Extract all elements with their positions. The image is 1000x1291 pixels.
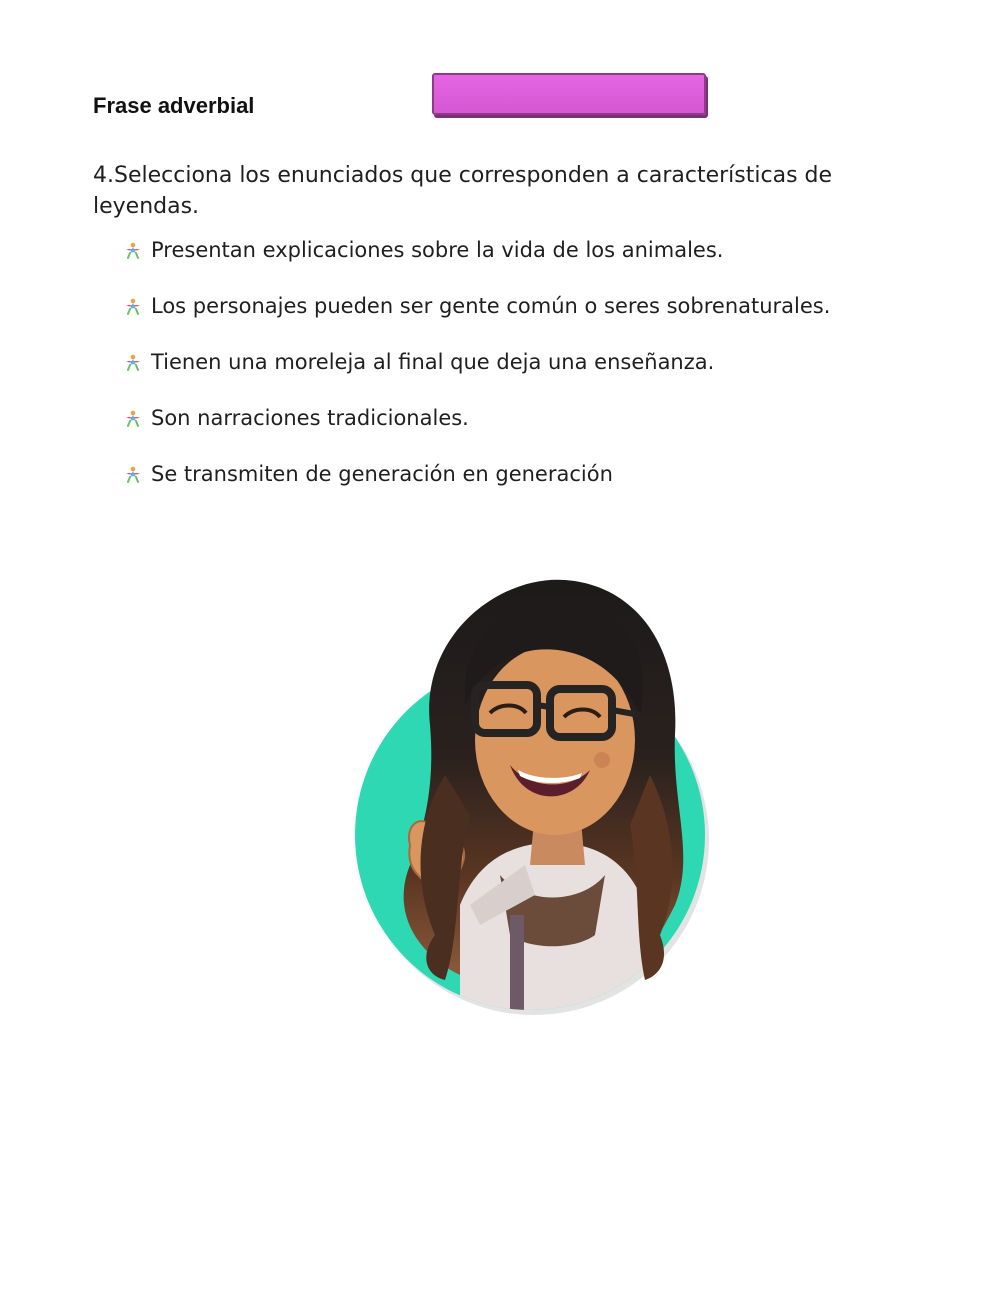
- star-figure-icon: [124, 297, 142, 315]
- section-label: Frase adverbial: [93, 93, 255, 118]
- question-text: 4.Selecciona los enunciados que corresponden a características de leyendas.: [93, 163, 833, 219]
- star-figure-icon: [124, 409, 142, 427]
- star-figure-icon: [124, 353, 142, 371]
- option-item-2[interactable]: [124, 288, 830, 323]
- options-list: [124, 232, 830, 512]
- avatar-thumbs-up-icon: [350, 575, 710, 1015]
- answer-dropzone[interactable]: [432, 73, 706, 115]
- option-item-5[interactable]: [124, 456, 830, 491]
- option-label: Los personajes pueden ser gente común o seres sobrenaturales.: [151, 293, 831, 318]
- option-label: Se transmiten de generación en generación: [151, 461, 613, 486]
- option-item-4[interactable]: [124, 400, 830, 435]
- option-item-1[interactable]: [124, 232, 830, 267]
- star-figure-icon: [124, 465, 142, 483]
- star-figure-icon: [124, 241, 142, 259]
- option-label: Tienen una moreleja al final que deja una enseñanza.: [151, 349, 715, 374]
- option-label: Son narraciones tradicionales.: [151, 405, 469, 430]
- option-label: Presentan explicaciones sobre la vida de los animales.: [151, 237, 724, 262]
- option-item-3[interactable]: [124, 344, 830, 379]
